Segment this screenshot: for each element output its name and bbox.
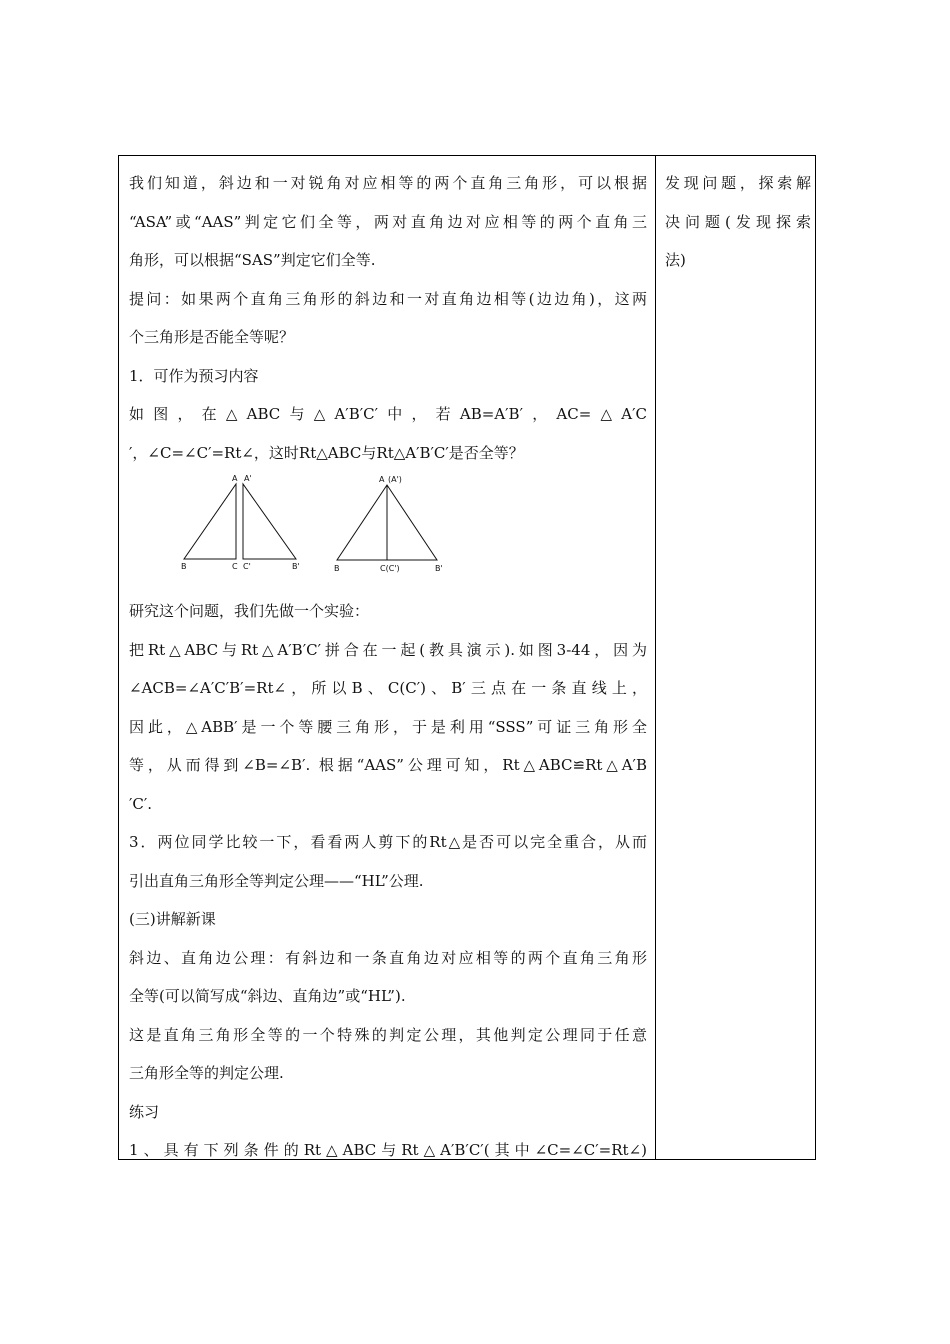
section-heading: 练习 xyxy=(129,1102,160,1121)
text-line: 因此，△ABB′是一个等腰三角形，于是利用“SSS”可证三角形全 xyxy=(129,717,647,736)
label-b: B xyxy=(181,562,187,571)
triangle-a2b2c2 xyxy=(243,484,296,559)
note-line: 决问题(发现探索 xyxy=(665,212,811,231)
text-line: ′C′. xyxy=(129,794,153,813)
text-line: ∠ACB=∠A′C′B′=Rt∠，所以B、C(C′)、B′三点在一条直线上， xyxy=(129,679,647,697)
triangle-figure xyxy=(129,472,647,592)
label-b: B xyxy=(334,564,340,573)
label-c: C xyxy=(232,562,238,571)
text-line: 斜边、直角边公理：有斜边和一条直角边对应相等的两个直角三角形 xyxy=(129,948,647,967)
text-line: 提问：如果两个直角三角形的斜边和一对直角边相等(边边角)，这两 xyxy=(129,289,647,308)
text-line: 1、具有下列条件的Rt△ABC与Rt△A′B′C′(其中∠C=∠C′=Rt∠) xyxy=(129,1141,647,1159)
text-line: 这是直角三角形全等的一个特殊的判定公理，其他判定公理同于任意 xyxy=(129,1025,647,1044)
text-line: 等，从而得到∠B=∠B′. 根据“AAS”公理可知，Rt△ABC≌Rt△A′B xyxy=(129,756,647,774)
triangles-diagram xyxy=(174,472,454,592)
text-line: 研究这个问题，我们先做一个实验： xyxy=(129,602,370,620)
lesson-content-column xyxy=(129,164,647,1170)
text-line: 3．两位同学比较一下，看看两人剪下的Rt△是否可以完全重合，从而 xyxy=(129,833,647,851)
label-a-prime: (A') xyxy=(388,475,402,484)
label-a: A xyxy=(379,475,385,484)
label-a-prime: A' xyxy=(244,474,252,483)
note-line: 法) xyxy=(665,251,686,269)
note-line: 发现问题，探索解 xyxy=(665,174,811,192)
method-notes-column xyxy=(665,164,811,280)
label-c-prime: C' xyxy=(243,562,251,571)
text-line: 1．可作为预习内容 xyxy=(129,366,259,385)
column-divider xyxy=(655,156,656,1159)
text-line: ′，∠C=∠C′=Rt∠，这时Rt△ABC与Rt△A′B′C′是否全等？ xyxy=(129,443,524,462)
text-line: 三角形全等的判定公理. xyxy=(129,1064,284,1082)
text-line: 我们知道，斜边和一对锐角对应相等的两个直角三角形，可以根据 xyxy=(129,174,647,192)
lesson-table xyxy=(118,155,816,1160)
section-heading: (三)讲解新课 xyxy=(129,910,216,928)
text-line: 角形，可以根据“SAS”判定它们全等. xyxy=(129,251,376,269)
label-a: A xyxy=(232,474,238,483)
text-line: “ASA”或“AAS”判定它们全等，两对直角边对应相等的两个直角三 xyxy=(129,212,647,231)
label-c-c-prime: C(C') xyxy=(380,564,400,573)
text-line: 如图，在△ABC与△A′B′C′中，若AB=A′B′，AC=△A′C xyxy=(129,405,647,423)
triangle-abc xyxy=(184,484,236,559)
text-line: 个三角形是否能全等呢？ xyxy=(129,328,295,346)
label-b-prime: B' xyxy=(435,564,443,573)
text-line: 把Rt△ABC与Rt△A′B′C′拼合在一起(教具演示).如图3-44，因为 xyxy=(129,640,647,659)
text-line: 引出直角三角形全等判定公理——“HL”公理. xyxy=(129,871,424,890)
text-line: 全等(可以简写成“斜边、直角边”或“HL”). xyxy=(129,987,406,1005)
label-b-prime: B' xyxy=(292,562,300,571)
